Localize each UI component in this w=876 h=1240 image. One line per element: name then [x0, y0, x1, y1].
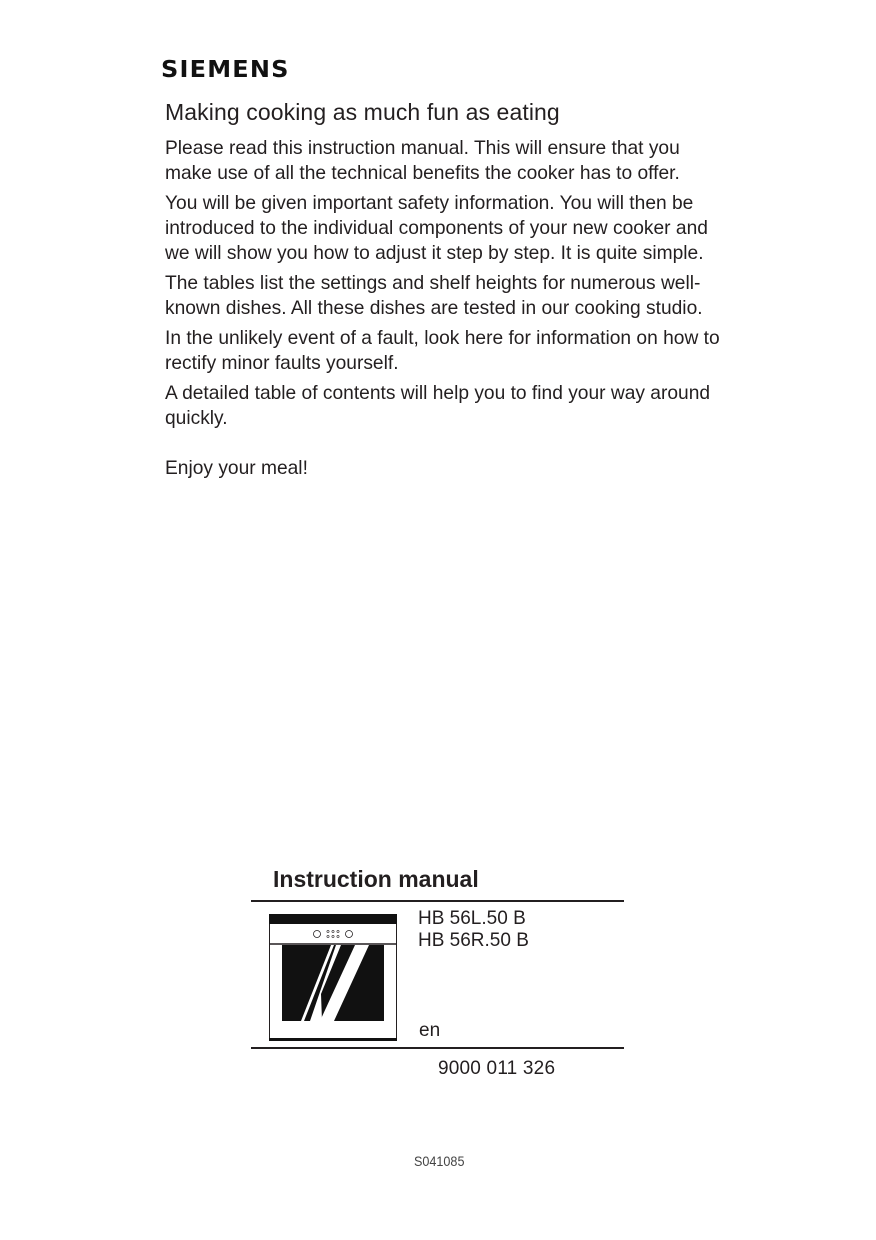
intro-text	[165, 136, 725, 486]
divider-top	[251, 900, 624, 902]
divider-bottom	[251, 1047, 624, 1049]
siemens-logo: SIEMENS	[161, 56, 290, 83]
language-code: en	[419, 1020, 441, 1041]
intro-paragraph: In the unlikely event of a fault, look here for information on how to rectify minor faults yourself.	[165, 328, 720, 374]
manual-title: Instruction manual	[273, 866, 479, 892]
page-headline: Making cooking as much fun as eating	[165, 99, 560, 125]
intro-paragraph: You will be given important safety information. You will then be introduced to the individual components of your new cooker and we will show you how to adjust it step by step. It is quite simple.	[165, 193, 708, 264]
closing-line: Enjoy your meal!	[165, 458, 308, 479]
model-number: HB 56L.50 B	[418, 908, 526, 929]
built-in-oven-icon	[269, 914, 397, 1041]
intro-paragraph: The tables list the settings and shelf heights for numerous well-known dishes. All these dishes are tested in our cooking studio.	[165, 273, 703, 319]
model-number: HB 56R.50 B	[418, 930, 529, 951]
intro-paragraph: Please read this instruction manual. This will ensure that you make use of all the technical benefits the cooker has to offer.	[165, 138, 680, 184]
intro-paragraph: A detailed table of contents will help you to find your way around quickly.	[165, 383, 711, 429]
model-numbers	[418, 908, 529, 952]
document-id: S041085	[414, 1153, 465, 1169]
part-number: 9000 011 326	[438, 1058, 556, 1079]
